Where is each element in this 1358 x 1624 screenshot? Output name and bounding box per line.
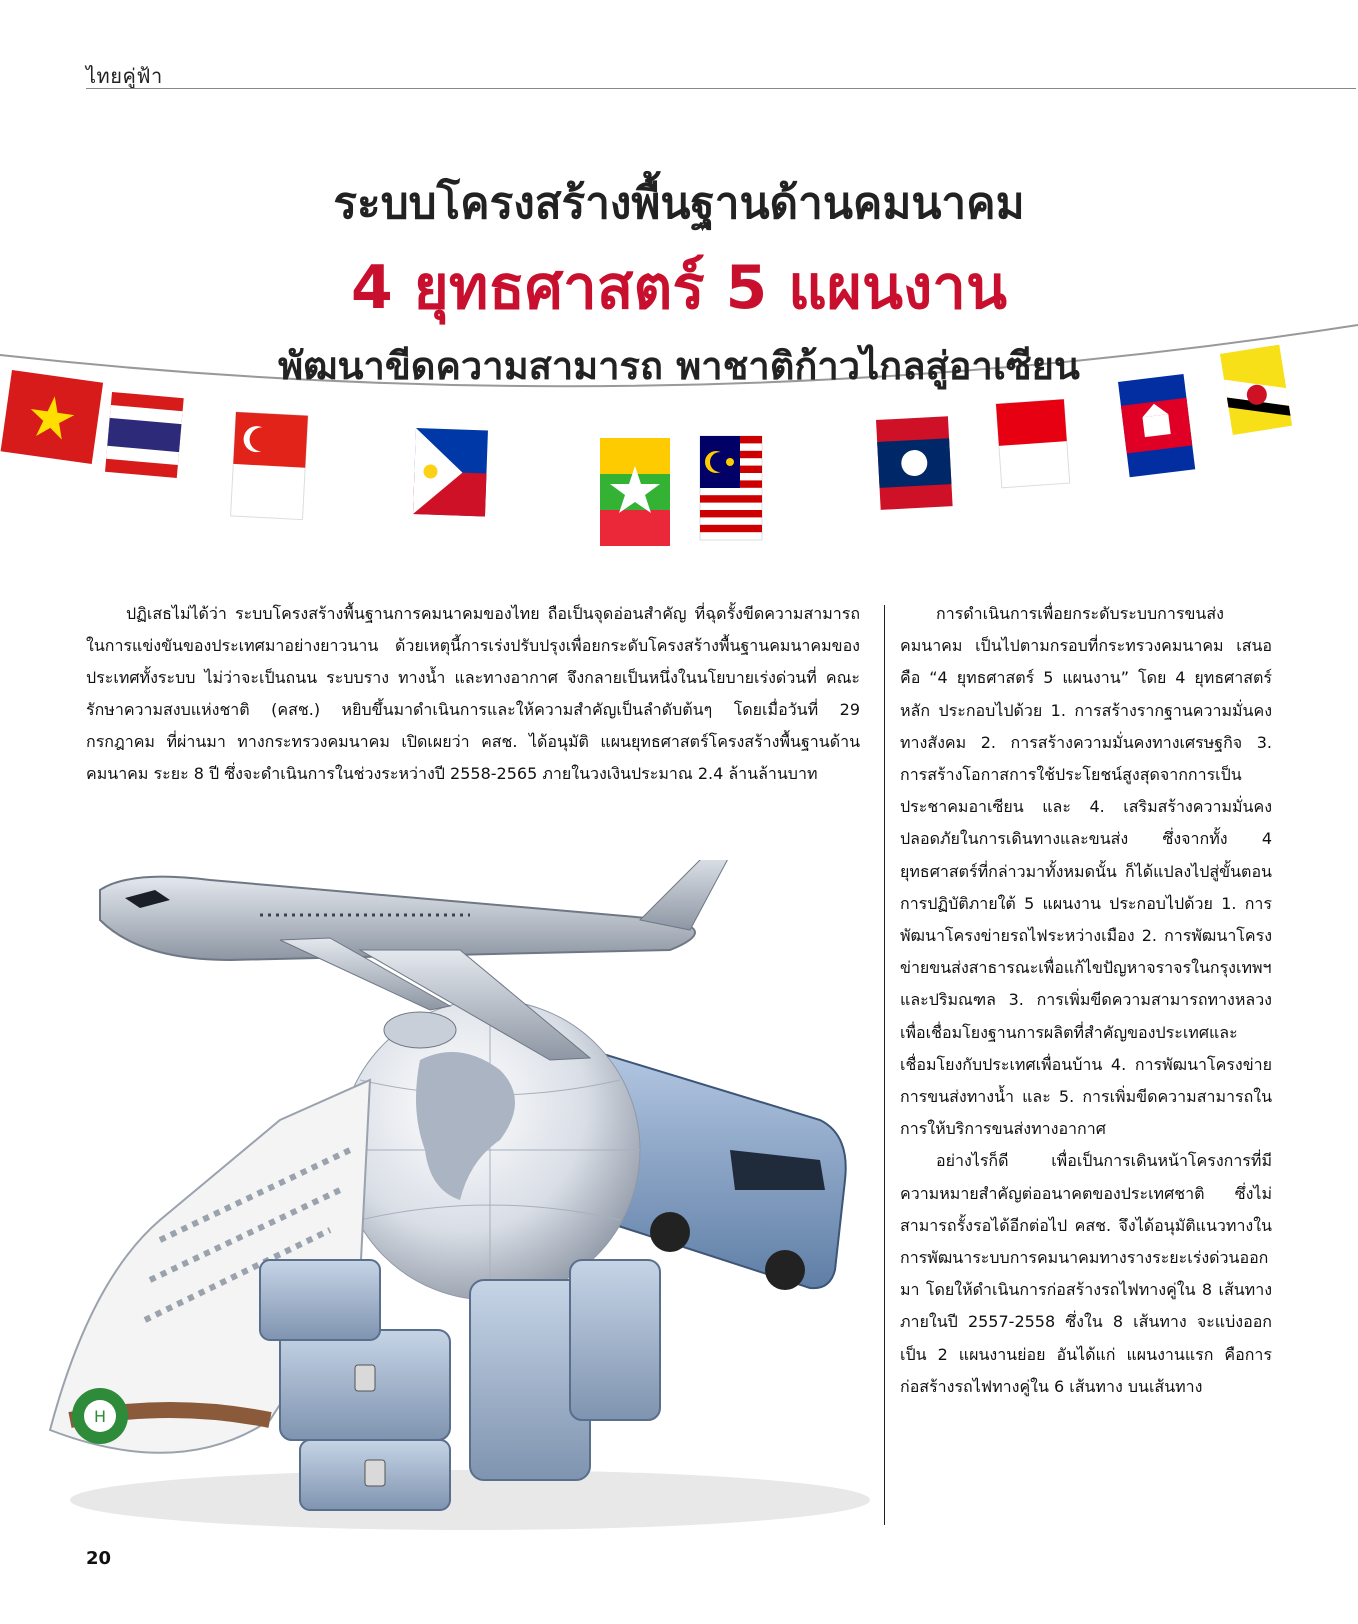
header-section-title: ไทยคู่ฟ้า bbox=[86, 64, 163, 88]
page-number: 20 bbox=[86, 1548, 112, 1569]
flag-philippines bbox=[413, 428, 488, 516]
airplane-icon bbox=[100, 860, 730, 1060]
flag-thailand bbox=[105, 392, 184, 478]
right-paragraph-1: การดำเนินการเพื่อยกระดับระบบการขนส่งคมนาคม เป็นไปตามกรอบที่กระทรวงคมนาคม เสนอคือ “4 ยุทธศาสตร์ 5 แผนงาน” โดย 4 ยุทธศาสตร์หลัก ประกอบไปด้วย 1. การสร้างรากฐานความมั่นคงทางสังคม 2. การสร้างความมั่นคงทางเศรษฐกิจ 3. การสร้างโอกาสการใช้ประโยชน์สูงสุดจากการเป็นประชาคมอาเซียน และ 4. เสริมสร้างความมั่นคงปลอดภัยในการเดินทางและขนส่ง ซึ่งจากทั้ง 4 ยุทธศาสตร์ที่กล่าวมาทั้งหมดนั้น ก็ได้แปลงไปสู่ขั้นตอนการปฏิบัติภายใต้ 5 แผนงาน ประกอบไปด้วย 1. การพัฒนาโครงข่ายรถไฟระหว่างเมือง 2. การพัฒนาโครงข่ายขนส่งสาธารณะเพื่อแก้ไขปัญหาจราจรในกรุงเทพฯ และปริมณฑล 3. การเพิ่มขีดความสามารถทางหลวงเพื่อเชื่อมโยงฐานการผลิตที่สำคัญของประเทศและเชื่อมโยงกับประเทศเพื่อนบ้าน 4. การพัฒนาโครงข่ายการขนส่งทางน้ำ และ 5. การเพิ่มขีดความสามารถในการให้บริการขนส่งทางอากาศ bbox=[900, 604, 1272, 1139]
svg-text:H: H bbox=[94, 1407, 107, 1426]
flag-malaysia bbox=[700, 436, 762, 540]
right-column bbox=[900, 598, 1272, 1403]
headline-line-1: ระบบโครงสร้างพื้นฐานด้านคมนาคม bbox=[333, 178, 1025, 229]
header-rule bbox=[86, 88, 1356, 89]
lead-paragraph: ปฏิเสธไม่ได้ว่า ระบบโครงสร้างพื้นฐานการคมนาคมของไทย ถือเป็นจุดอ่อนสำคัญ ที่ฉุดรั้งขีดความสามารถในการแข่งขันของประเทศมาอย่างยาวนาน ด้วยเหตุนี้การเร่งปรับปรุงเพื่อยกระดับโครงสร้างพื้นฐานคมนาคมของประเทศทั้งระบบ ไม่ว่าจะเป็นถนน ระบบราง ทางน้ำ และทางอากาศ จึงกลายเป็นหนึ่งในนโยบายเร่งด่วนที่ คณะรักษาความสงบแห่งชาติ (คสช.) หยิบขึ้นมาดำเนินการและให้ความสำคัญเป็นลำดับต้นๆ โดยเมื่อวันที่ 29 กรกฎาคม ที่ผ่านมา ทางกระทรวงคมนาคม เปิดเผยว่า คสช. ได้อนุมัติ แผนยุทธศาสตร์โครงสร้างพื้นฐานด้านคมนาคม ระยะ 8 ปี ซึ่งจะดำเนินการในช่วงระหว่างปี 2558-2565 ภายในวงเงินประมาณ 2.4 ล้านล้านบาท bbox=[86, 604, 860, 783]
right-paragraph-2: อย่างไรก็ดี เพื่อเป็นการเดินหน้าโครงการที่มีความหมายสำคัญต่ออนาคตของประเทศชาติ ซึ่งไม่สามารถรั้งรอได้อีกต่อไป คสช. จึงได้อนุมัติแนวทางในการพัฒนาระบบการคมนาคมทางรางระยะเร่งด่วนออกมา โดยให้ดำเนินการก่อสร้างรถไฟทางคู่ใน 8 เส้นทาง ภายในปี 2557-2558 ซึ่งใน 8 เส้นทาง จะแบ่งออกเป็น 2 แผนงานย่อย อันได้แก่ แผนงานแรก คือการก่อสร้างรถไฟทางคู่ใน 6 เส้นทาง บนเส้นทาง bbox=[900, 1151, 1272, 1396]
flag-myanmar bbox=[600, 438, 670, 546]
headline-line-2: 4 ยุทธศาสตร์ 5 แผนงาน bbox=[351, 253, 1007, 323]
transportation-illustration bbox=[30, 860, 890, 1540]
headline-line-3: พัฒนาขีดความสามารถ พาชาติก้าวไกลสู่อาเซียน bbox=[278, 344, 1080, 388]
flag-singapore bbox=[231, 412, 308, 520]
flag-laos bbox=[876, 416, 953, 510]
flag-indonesia bbox=[996, 399, 1070, 488]
globe-icon bbox=[340, 1000, 640, 1300]
